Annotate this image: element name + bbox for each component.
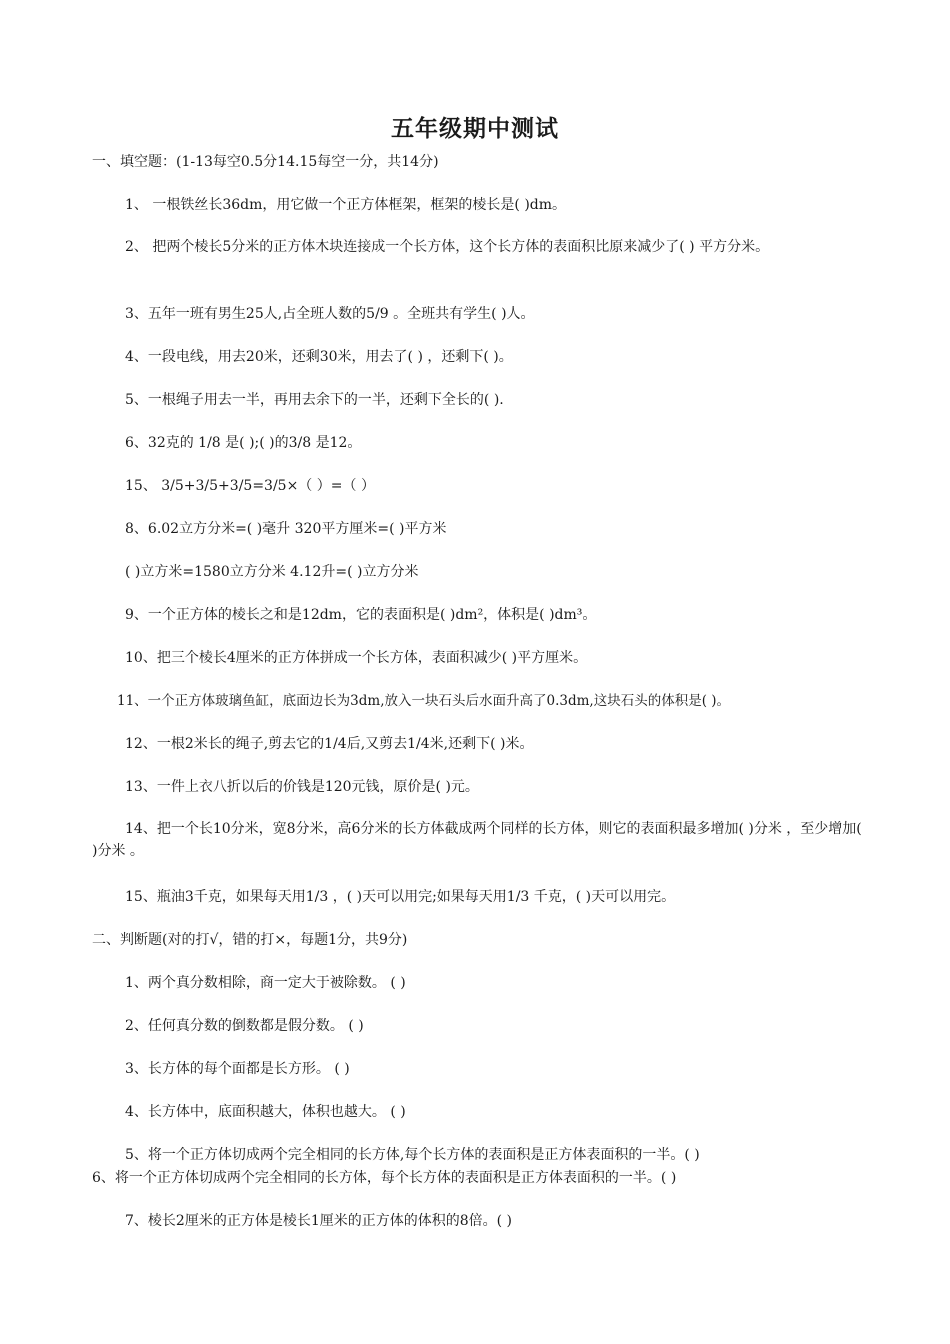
question-3: 3、五年一班有男生25人,占全班人数的5/9 。全班共有学生( )人。 — [125, 306, 535, 322]
judge-2: 2、任何真分数的倒数都是假分数。 ( ) — [125, 1018, 364, 1034]
question-4: 4、一段电线，用去20米，还剩30米，用去了( ) ，还剩下( )。 — [125, 349, 513, 365]
judge-4: 4、长方体中，底面积越大，体积也越大。 ( ) — [125, 1104, 406, 1120]
judge-5: 5、将一个正方体切成两个完全相同的长方体,每个长方体的表面积是正方体表面积的一半。( ) — [125, 1147, 700, 1163]
question-12: 12、一根2米长的绳子,剪去它的1/4后,又剪去1/4米,还剩下( )米。 — [125, 736, 534, 752]
section-heading-fill-blank: 一、填空题：(1-13每空0.5分14.15每空一分，共14分) — [92, 154, 439, 170]
judge-1: 1、两个真分数相除，商一定大于被除数。 ( ) — [125, 975, 406, 991]
page-title: 五年级期中测试 — [391, 115, 559, 142]
question-6: 6、32克的 1/8 是( );( )的3/8 是12。 — [125, 435, 362, 451]
question-2: 2、 把两个棱长5分米的正方体木块连接成一个长方体，这个长方体的表面积比原来减少了( ) 平方分米。 — [125, 239, 770, 255]
question-13: 13、一件上衣八折以后的价钱是120元钱，原价是( )元。 — [125, 779, 479, 795]
question-8: 8、6.02立方分米=( )毫升 320平方厘米=( )平方米 — [125, 521, 447, 537]
question-10: 10、把三个棱长4厘米的正方体拼成一个长方体，表面积减少( )平方厘米。 — [125, 650, 588, 666]
question-15: 15、瓶油3千克，如果每天用1/3 ，( )天可以用完;如果每天用1/3 千克，( )天可以用完。 — [125, 889, 676, 905]
question-9: 9、一个正方体的棱长之和是12dm，它的表面积是( )dm²，体积是( )dm³。 — [125, 607, 597, 623]
question-11: 11、一个正方体玻璃鱼缸，底面边长为3dm,放入一块石头后水面升高了0.3dm,这块石头的体积是( )。 — [117, 693, 731, 709]
section-heading-true-false: 二、判断题(对的打√，错的打×，每题1分，共9分) — [92, 932, 408, 948]
judge-6: 6、将一个正方体切成两个完全相同的长方体，每个长方体的表面积是正方体表面积的一半。( ) — [92, 1170, 677, 1186]
question-5: 5、一根绳子用去一半，再用去余下的一半，还剩下全长的( ). — [125, 392, 504, 408]
judge-3: 3、长方体的每个面都是长方形。 ( ) — [125, 1061, 350, 1077]
question-15-fraction: 15、 3/5+3/5+3/5=3/5×（ ）=（ ） — [125, 478, 375, 494]
judge-7: 7、棱长2厘米的正方体是棱长1厘米的正方体的体积的8倍。( ) — [125, 1213, 513, 1229]
question-1: 1、 一根铁丝长36dm，用它做一个正方体框架，框架的棱长是( )dm。 — [125, 197, 567, 213]
question-8-continued: ( )立方米=1580立方分米 4.12升=( )立方分米 — [125, 564, 419, 580]
question-14: 14、把一个长10分米，宽8分米，高6分米的长方体截成两个同样的长方体，则它的表面积最多增加( )分米 ，至少增加( )分米 。 — [92, 821, 862, 859]
